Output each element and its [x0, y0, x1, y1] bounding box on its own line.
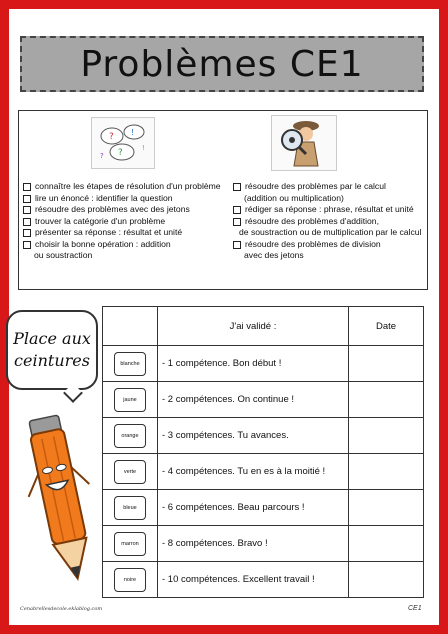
objective-item-continued: de soustraction ou de multiplication par le calcul [239, 227, 422, 237]
table-row [103, 526, 424, 562]
bubble-line-1: Place aux [13, 329, 91, 348]
objectives-box [18, 110, 428, 290]
pencil-mascot-icon [22, 410, 102, 595]
date-cell[interactable] [349, 346, 424, 382]
footer-credit: Cenabrellesdecole.eklablog.com [20, 606, 103, 612]
header-belt [103, 307, 158, 346]
belt-label: blanche [114, 352, 146, 376]
date-cell[interactable] [349, 418, 424, 454]
svg-text:!: ! [131, 128, 135, 137]
checkbox-icon[interactable] [23, 218, 31, 226]
footer-level: CE1 [408, 605, 422, 612]
objective-item: lire un énoncé : identifier la question [23, 193, 221, 205]
objective-item: résoudre des problèmes avec des jetons [23, 204, 221, 216]
objective-item: résoudre des problèmes d'addition, [233, 216, 421, 228]
table-row [103, 382, 424, 418]
speech-bubbles-icon [91, 117, 155, 169]
objectives-right [233, 181, 421, 262]
header-validated: J'ai validé : [158, 307, 349, 346]
competence-text: - 3 compétences. Tu avances. [158, 418, 349, 454]
objective-item-continued: ou soustraction [34, 250, 93, 260]
belt-label: jaune [114, 388, 146, 412]
objective-item: résoudre des problèmes de division [233, 239, 421, 251]
objective-item-continued: (addition ou multiplication) [244, 192, 344, 203]
belt-label: verte [114, 460, 146, 484]
competence-text: - 2 compétences. On continue ! [158, 382, 349, 418]
checkbox-icon[interactable] [233, 218, 241, 226]
checkbox-icon[interactable] [23, 195, 31, 203]
table-row [103, 346, 424, 382]
objective-item: résoudre des problèmes par le calcul [233, 181, 421, 193]
checkbox-icon[interactable] [23, 229, 31, 237]
svg-text:?: ? [118, 148, 123, 158]
title-banner [20, 36, 424, 92]
checkbox-icon[interactable] [23, 206, 31, 214]
objective-item: connaître les étapes de résolution d'un problème [23, 181, 221, 193]
belt-label: orange [114, 424, 146, 448]
checkbox-icon[interactable] [23, 183, 31, 191]
table-row [103, 418, 424, 454]
table-header-row [103, 307, 424, 346]
table-row [103, 562, 424, 598]
date-cell[interactable] [349, 562, 424, 598]
speech-bubble [6, 310, 98, 390]
date-cell[interactable] [349, 490, 424, 526]
svg-text:?: ? [100, 152, 104, 160]
table-row [103, 490, 424, 526]
svg-text:!: ! [142, 144, 145, 152]
competence-text: - 10 compétences. Excellent travail ! [158, 562, 349, 598]
objectives-left [23, 181, 221, 262]
header-date: Date [349, 307, 424, 346]
competence-text: - 6 compétences. Beau parcours ! [158, 490, 349, 526]
detective-icon [271, 115, 337, 171]
date-cell[interactable] [349, 382, 424, 418]
competence-text: - 8 compétences. Bravo ! [158, 526, 349, 562]
checkbox-icon[interactable] [233, 206, 241, 214]
belts-table [102, 306, 424, 598]
competence-text: - 1 compétence. Bon début ! [158, 346, 349, 382]
date-cell[interactable] [349, 454, 424, 490]
checkbox-icon[interactable] [233, 183, 241, 191]
page-title: Problèmes CE1 [80, 43, 364, 85]
belt-label: bleue [114, 496, 146, 520]
objective-item: présenter sa réponse : résultat et unité [23, 227, 221, 239]
checkbox-icon[interactable] [23, 241, 31, 249]
bubble-line-2: ceintures [14, 351, 90, 370]
svg-text:?: ? [109, 132, 114, 142]
objective-item: rédiger sa réponse : phrase, résultat et unité [233, 204, 421, 216]
objective-item: trouver la catégorie d'un problème [23, 216, 221, 228]
belt-label: marron [114, 532, 146, 556]
date-cell[interactable] [349, 526, 424, 562]
belt-label: noire [114, 568, 146, 592]
competence-text: - 4 compétences. Tu en es à la moitié ! [158, 454, 349, 490]
checkbox-icon[interactable] [233, 241, 241, 249]
objective-item: choisir la bonne opération : addition [23, 239, 221, 251]
table-row [103, 454, 424, 490]
objective-item-continued: avec des jetons [244, 250, 304, 260]
